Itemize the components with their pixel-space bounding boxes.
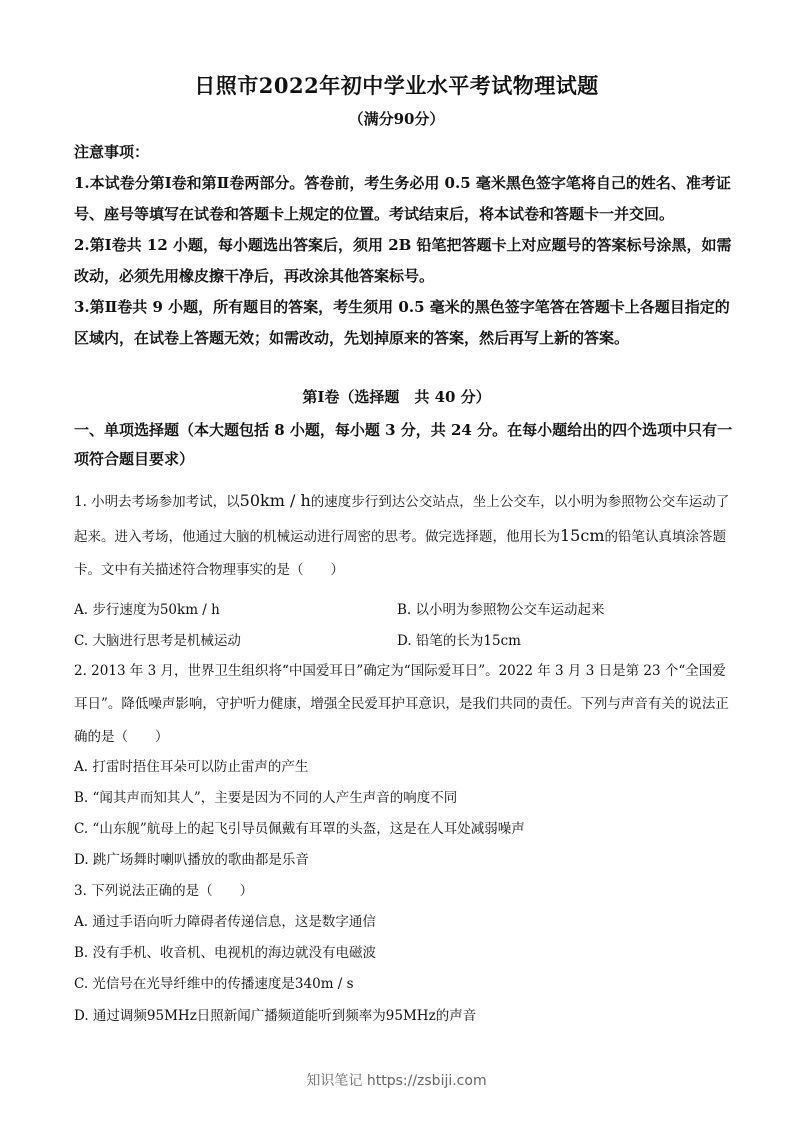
question-3-option-b: B. 没有手机、收音机、电视机的海边就没有电磁波: [74, 945, 377, 961]
section-title: 第Ⅰ卷（选择题 共 40 分）: [302, 388, 491, 406]
notes-block: [74, 137, 734, 354]
page-subtitle: （满分90分）: [348, 110, 445, 128]
question-2-option-a: A. 打雷时捂住耳朵可以防止雷声的产生: [74, 759, 309, 775]
page-title: 日照市2022年初中学业水平考试物理试题: [194, 73, 599, 98]
question-2-option-c: C. “山东舰”航母上的起飞引导员佩戴有耳罩的头盔，这是在人耳处减弱噪声: [74, 821, 525, 837]
notes-heading: 注意事项：: [74, 143, 150, 161]
question-1-text-b: 的速度步行到达公交站点，坐上公交车，以小明为参照物公交车运动了起来。进入考场，他通过大脑的机械运动进行周密的思考。做完选择题，他用长为: [74, 494, 730, 545]
question-1-length: 15cm: [560, 526, 605, 545]
question-1-text-a: 1. 小明去考场参加考试，以: [74, 494, 240, 510]
question-1-text-c: 的铅笔认真填涂答题卡。文中有关描述符合物理事实的是（ ）: [74, 529, 726, 578]
notes-item-1: 1.本试卷分第Ⅰ卷和第Ⅱ卷两部分。答卷前，考生务必用 0.5 毫米黑色签字笔将自己的姓名、准考证号、座号等填写在试卷和答题卡上规定的位置。考试结束后，将本试卷和答题卡一并交回。: [74, 174, 731, 223]
question-2-stem: 2. 2013 年 3 月，世界卫生组织将“中国爱耳日”确定为“国际爱耳日”。2022 年 3 月 3 日是第 23 个“全国爱耳日”。降低噪声影响，守护听力健康，增强全民爱耳护耳意识，是我们共同的责任。下列与声音有关的说法正确的是（ ）: [74, 663, 729, 745]
question-1-option-c: C. 大脑进行思考是机械运动: [74, 633, 241, 649]
footer-watermark: 知识笔记 https://zsbiji.com: [306, 1073, 487, 1089]
question-3-option-a: A. 通过手语向听力障碍者传递信息，这是数字通信: [74, 914, 376, 930]
question-1-option-d: D. 铅笔的长为15cm: [397, 633, 521, 649]
section-description: 一、单项选择题（本大题包括 8 小题，每小题 3 分，共 24 分。在每小题给出的四个选项中只有一项符合题目要求）: [74, 421, 733, 468]
question-1-option-a: A. 步行速度为50km / h: [74, 602, 220, 618]
question-2-option-b: B. “闻其声而知其人”，主要是因为不同的人产生声音的响度不同: [74, 790, 458, 806]
question-1-speed: 50km / h: [239, 491, 311, 510]
question-1-option-b: B. 以小明为参照物公交车运动起来: [397, 602, 605, 618]
question-3-option-d: D. 通过调频95MHz日照新闻广播频道能听到频率为95MHz的声音: [74, 1008, 477, 1024]
notes-item-3: 3.第Ⅱ卷共 9 小题，所有题目的答案，考生须用 0.5 毫米的黑色签字笔答在答题卡上各题目指定的区域内，在试卷上答题无效；如需改动，先划掉原来的答案，然后再写上新的答案。: [74, 298, 730, 347]
question-3-option-c: C. 光信号在光导纤维中的传播速度是340m / s: [74, 976, 354, 992]
question-2-option-d: D. 跳广场舞时喇叭播放的歌曲都是乐音: [74, 852, 309, 868]
question-1-stem: [74, 484, 734, 587]
question-3-stem: 3. 下列说法正确的是（ ）: [74, 883, 254, 899]
notes-item-2: 2.第Ⅰ卷共 12 小题，每小题选出答案后，须用 2B 铅笔把答题卡上对应题号的答案标号涂黑，如需改动，必须先用橡皮擦干净后，再改涂其他答案标号。: [74, 236, 732, 285]
